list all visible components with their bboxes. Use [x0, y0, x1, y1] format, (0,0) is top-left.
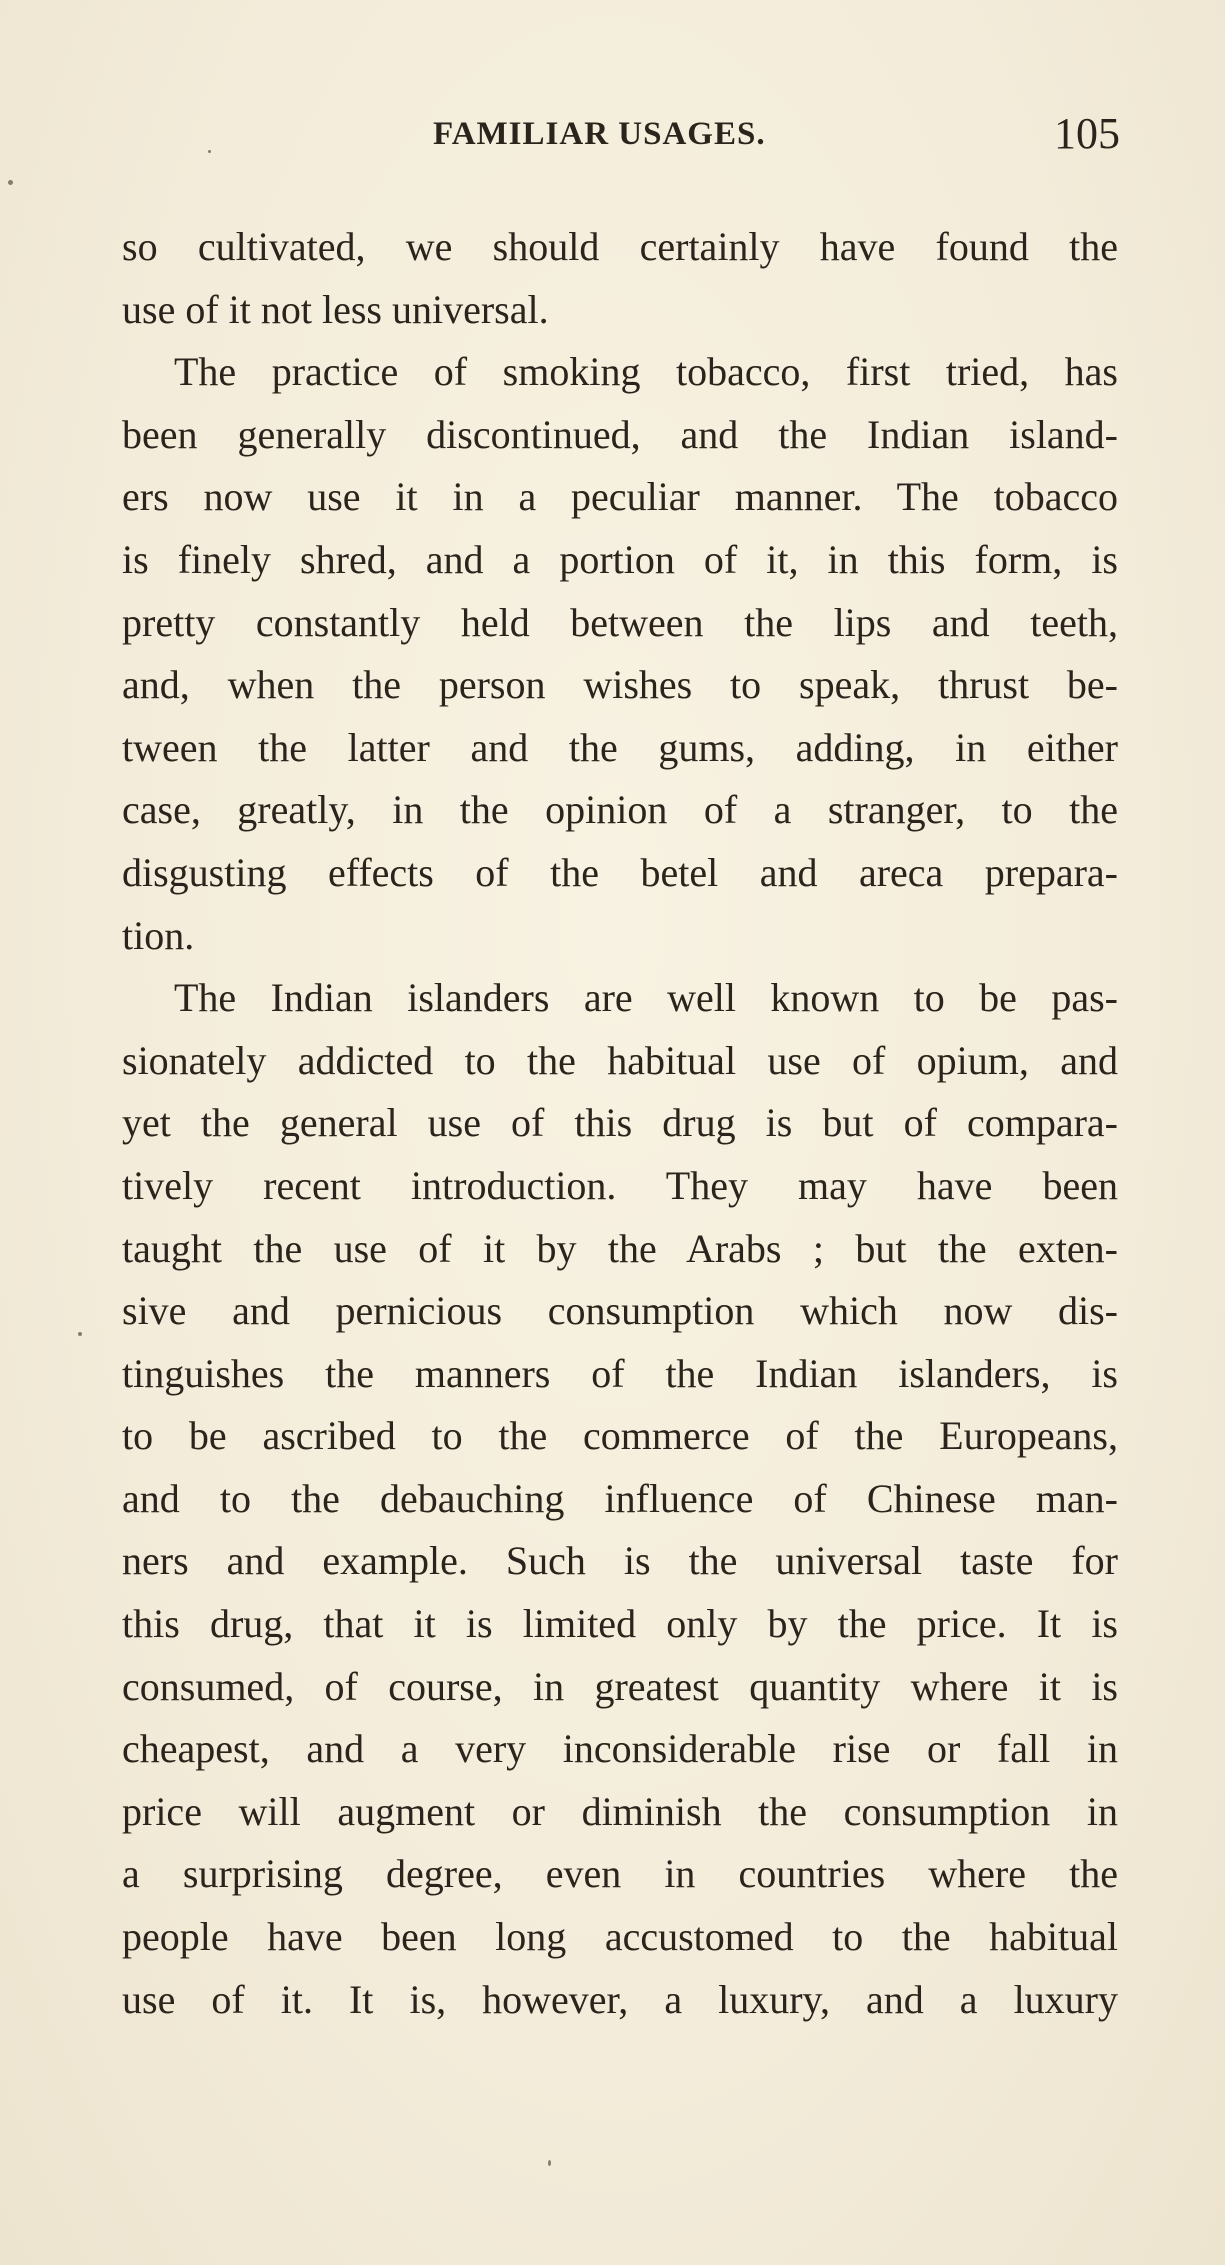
text-line: is finely shred, and a portion of it, in this form, is — [122, 536, 1118, 582]
text-line: tively recent introduction. They may have been — [122, 1162, 1118, 1208]
paper-speck — [208, 150, 211, 153]
text-line: people have been long accustomed to the habitual — [122, 1914, 1118, 1960]
text-line: cheapest, and a very inconsiderable rise or fall in — [122, 1726, 1118, 1772]
body-text — [122, 216, 1118, 2031]
text-line: to be ascribed to the commerce of the Europeans, — [122, 1413, 1118, 1459]
text-line: consumed, of course, in greatest quantity where it is — [122, 1663, 1118, 1709]
text-line: and to the debauching influence of Chinese man- — [122, 1475, 1118, 1521]
running-head — [120, 109, 1120, 162]
paper-speck — [8, 180, 13, 185]
text-line: so cultivated, we should certainly have found the — [122, 224, 1118, 269]
text-line: sive and pernicious consumption which now dis- — [122, 1288, 1118, 1334]
text-line: sionately addicted to the habitual use of opium, and — [122, 1037, 1118, 1083]
text-line: a surprising degree, even in countries where the — [122, 1851, 1118, 1897]
text-line: use of it not less universal. — [122, 286, 549, 332]
running-head-title: FAMILIAR USAGES. — [433, 116, 766, 152]
text-line: tion. — [122, 912, 195, 958]
text-line: been generally discontinued, and the Indian island- — [122, 411, 1118, 457]
text-line: ers now use it in a peculiar manner. The tobacco — [122, 474, 1118, 520]
paper-speck — [548, 2160, 551, 2166]
text-line: disgusting effects of the betel and areca prepara- — [122, 849, 1118, 895]
text-line: and, when the person wishes to speak, thrust be- — [122, 662, 1118, 708]
text-line: The Indian islanders are well known to be pas- — [174, 975, 1118, 1021]
text-line: tween the latter and the gums, adding, in either — [122, 724, 1118, 770]
text-line: price will augment or diminish the consumption in — [122, 1788, 1118, 1834]
page-number: 105 — [1054, 109, 1120, 158]
text-line: tinguishes the manners of the Indian islanders, is — [122, 1350, 1118, 1396]
text-line: this drug, that it is limited only by the price. It is — [122, 1601, 1118, 1647]
paper-speck — [78, 1332, 82, 1336]
text-line: pretty constantly held between the lips and teeth, — [122, 599, 1118, 645]
text-line: The practice of smoking tobacco, first tried, has — [174, 349, 1118, 395]
text-line: ners and example. Such is the universal taste for — [122, 1538, 1118, 1584]
text-line: yet the general use of this drug is but of compara- — [122, 1100, 1118, 1146]
text-line: case, greatly, in the opinion of a stranger, to the — [122, 787, 1118, 833]
text-line: use of it. It is, however, a luxury, and a luxury — [122, 1976, 1118, 2022]
text-line: taught the use of it by the Arabs ; but the exten- — [122, 1225, 1118, 1271]
